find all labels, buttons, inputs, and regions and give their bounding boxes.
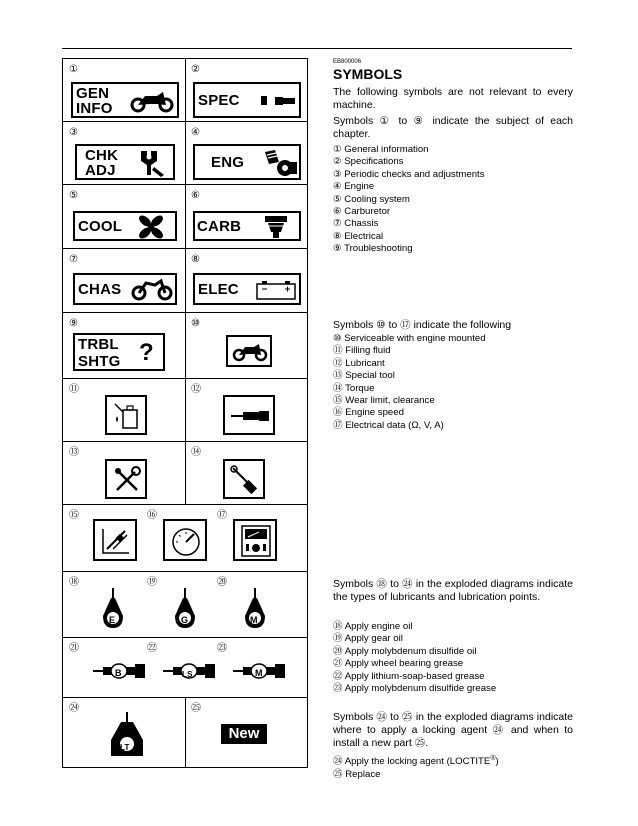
chk-adj-symbol	[75, 144, 175, 180]
symbol-label: SHTG	[78, 353, 121, 370]
subject-list	[333, 144, 573, 256]
symbol-row-3	[63, 185, 307, 249]
intro-subject-paragraph: Symbols ① to ⑨ indicate the subject of each chapter.	[333, 115, 573, 140]
oil-type-letter: G	[181, 615, 189, 625]
symbols-table	[62, 58, 308, 768]
list-item: ⑮ Wear limit, clearance	[333, 395, 435, 407]
symbol-label: TRBL	[78, 336, 119, 353]
symbol-row-11	[63, 698, 307, 767]
symbol-number: ㉔	[69, 703, 79, 714]
symbol-number: ⑧	[191, 254, 200, 265]
oil-type-letter: M	[250, 615, 258, 625]
symbol-number: ⑩	[191, 318, 200, 329]
symbol-label: SPEC	[198, 92, 240, 109]
cool-symbol	[73, 211, 177, 241]
spec-symbol	[193, 82, 301, 118]
tachometer-icon	[169, 525, 203, 557]
lubricant-symbol	[223, 395, 275, 435]
symbol-number: ⑲	[147, 577, 157, 588]
list-item: ⑫ Lubricant	[333, 357, 385, 369]
motorcycle-icon	[129, 90, 175, 112]
symbol-number: ⑬	[69, 447, 79, 458]
grease-type-letter: B	[115, 668, 122, 678]
symbol-label: ENG	[211, 154, 245, 171]
new-part-badge: New	[221, 724, 267, 744]
list-item: ⑩ Serviceable with engine mounted	[333, 333, 486, 344]
eng-symbol	[193, 144, 301, 180]
symbol-number: ⑦	[69, 254, 78, 265]
grease-type-letter: LS	[182, 670, 193, 679]
symbol-label: INFO	[76, 100, 113, 117]
symbol-label: GEN	[76, 85, 110, 102]
symbol-number: ㉕	[191, 703, 201, 714]
intro-paragraph: The following symbols are not relevant to every machine.	[333, 86, 573, 111]
motorcycle-icon	[232, 342, 268, 362]
list-item: ① General information	[333, 144, 429, 155]
symbol-row-1	[63, 59, 307, 122]
gauge-tool-icon	[259, 93, 297, 109]
symbol-label: COOL	[78, 218, 123, 235]
symbol-number: ②	[191, 64, 200, 75]
battery-icon	[255, 279, 297, 301]
torque-symbol	[223, 459, 265, 499]
list-item: ② Specifications	[333, 156, 404, 168]
multimeter-icon	[239, 524, 273, 558]
list-item: ⑲ Apply gear oil	[333, 633, 403, 645]
oil-type-letter: E	[109, 615, 116, 625]
engine-mounted-symbol	[226, 335, 272, 367]
list-item: ③ Periodic checks and adjustments	[333, 168, 485, 180]
list-item: ⑧ Electrical	[333, 230, 384, 242]
symbol-number: ⑱	[69, 577, 79, 588]
wrench-icon	[137, 149, 167, 177]
filling-fluid-symbol	[105, 395, 147, 435]
trbl-shtg-symbol	[73, 333, 165, 371]
chassis-icon	[131, 279, 173, 301]
group3-list	[333, 621, 573, 695]
list-item: ⑱ Apply engine oil	[333, 621, 413, 632]
group2-paragraph: Symbols ⑩ to ⑰ indicate the following	[333, 319, 512, 331]
symbol-row-7	[63, 442, 307, 505]
list-item: ⑤ Cooling system	[333, 193, 410, 205]
symbol-number: ㉑	[69, 643, 79, 654]
group4-paragraph: Symbols ㉔ to ㉕ in the exploded diagrams indicate where to apply a locking agent ㉔ and when to install a new part ㉕.	[333, 711, 573, 749]
oil-can-icon	[111, 400, 143, 432]
list-item: ㉔ Apply the locking agent (LOCTITE®)	[333, 755, 499, 768]
symbol-number: ⑮	[69, 510, 79, 521]
electrical-data-symbol	[233, 519, 277, 561]
list-item: ⑯ Engine speed	[333, 407, 404, 419]
carb-symbol	[193, 211, 301, 241]
fan-icon	[137, 214, 165, 240]
caliper-icon	[99, 525, 133, 557]
symbol-row-10	[63, 638, 307, 698]
symbol-number: ⑭	[191, 447, 201, 458]
symbol-row-4	[63, 249, 307, 313]
special-tool-icon	[111, 464, 143, 496]
symbol-number: ⑯	[147, 510, 157, 521]
elec-symbol	[193, 273, 301, 305]
grease-gun-icon	[229, 409, 271, 423]
list-item: ④ Engine	[333, 181, 375, 193]
list-item: ㉕ Replace	[333, 768, 381, 780]
list-item: ⑰ Electrical data (Ω, V, A)	[333, 419, 444, 431]
symbol-number: ⑰	[217, 510, 227, 521]
symbol-row-2	[63, 122, 307, 185]
registered-mark: ®	[490, 755, 496, 762]
symbol-label: ADJ	[85, 162, 116, 179]
symbol-number: ⑫	[191, 384, 201, 395]
group4-list	[333, 753, 573, 781]
symbol-number: ⑪	[69, 384, 79, 395]
section-title: SYMBOLS	[333, 66, 403, 82]
symbol-label: CHK	[85, 147, 119, 164]
symbol-number: ⑥	[191, 190, 200, 201]
symbol-number: ㉒	[147, 643, 157, 654]
list-item: ㉒ Apply lithium-soap-based grease	[333, 670, 485, 682]
symbol-number: ⑤	[69, 190, 78, 201]
symbol-number: ③	[69, 127, 78, 138]
locking-agent-letter: LT	[120, 743, 130, 752]
symbol-row-6	[63, 379, 307, 442]
symbol-row-9	[63, 572, 307, 638]
symbol-number: ⑳	[217, 577, 227, 588]
chas-symbol	[73, 273, 177, 305]
question-mark-icon: ?	[139, 339, 154, 366]
list-item: ⑨ Troubleshooting	[333, 243, 413, 255]
list-item: ⑭ Torque	[333, 382, 375, 394]
symbol-label: ELEC	[198, 281, 239, 298]
torque-wrench-icon	[229, 464, 261, 496]
special-tool-symbol	[105, 459, 147, 499]
symbol-number: ①	[69, 64, 78, 75]
list-item: ㉓ Apply molybdenum disulfide grease	[333, 683, 497, 695]
group3-paragraph: Symbols ⑱ to ㉔ in the exploded diagrams indicate the types of lubricants and lubrication points.	[333, 578, 573, 603]
symbol-number: ⑨	[69, 318, 78, 329]
list-item: ⑬ Special tool	[333, 370, 395, 382]
engine-icon	[259, 148, 299, 178]
carburetor-icon	[263, 214, 289, 240]
symbol-row-5	[63, 313, 307, 379]
list-item: ⑥ Carburetor	[333, 206, 391, 218]
symbol-label: CHAS	[78, 281, 122, 298]
list-item: ㉑ Apply wheel bearing grease	[333, 658, 464, 670]
symbol-number: ④	[191, 127, 200, 138]
group2-list	[333, 333, 573, 432]
symbol-row-8	[63, 505, 307, 572]
wear-limit-symbol	[93, 519, 137, 561]
list-item: ⑳ Apply molybdenum disulfide oil	[333, 645, 477, 657]
grease-type-letter: M	[255, 668, 263, 678]
list-item: ⑪ Filling fluid	[333, 345, 391, 357]
symbol-number: ㉓	[217, 643, 227, 654]
top-rule	[62, 48, 572, 49]
engine-speed-symbol	[163, 519, 207, 561]
page-code: EB800006	[333, 59, 362, 65]
symbol-label: CARB	[197, 218, 242, 235]
gen-info-symbol	[71, 82, 179, 118]
list-item: ⑦ Chassis	[333, 218, 379, 230]
